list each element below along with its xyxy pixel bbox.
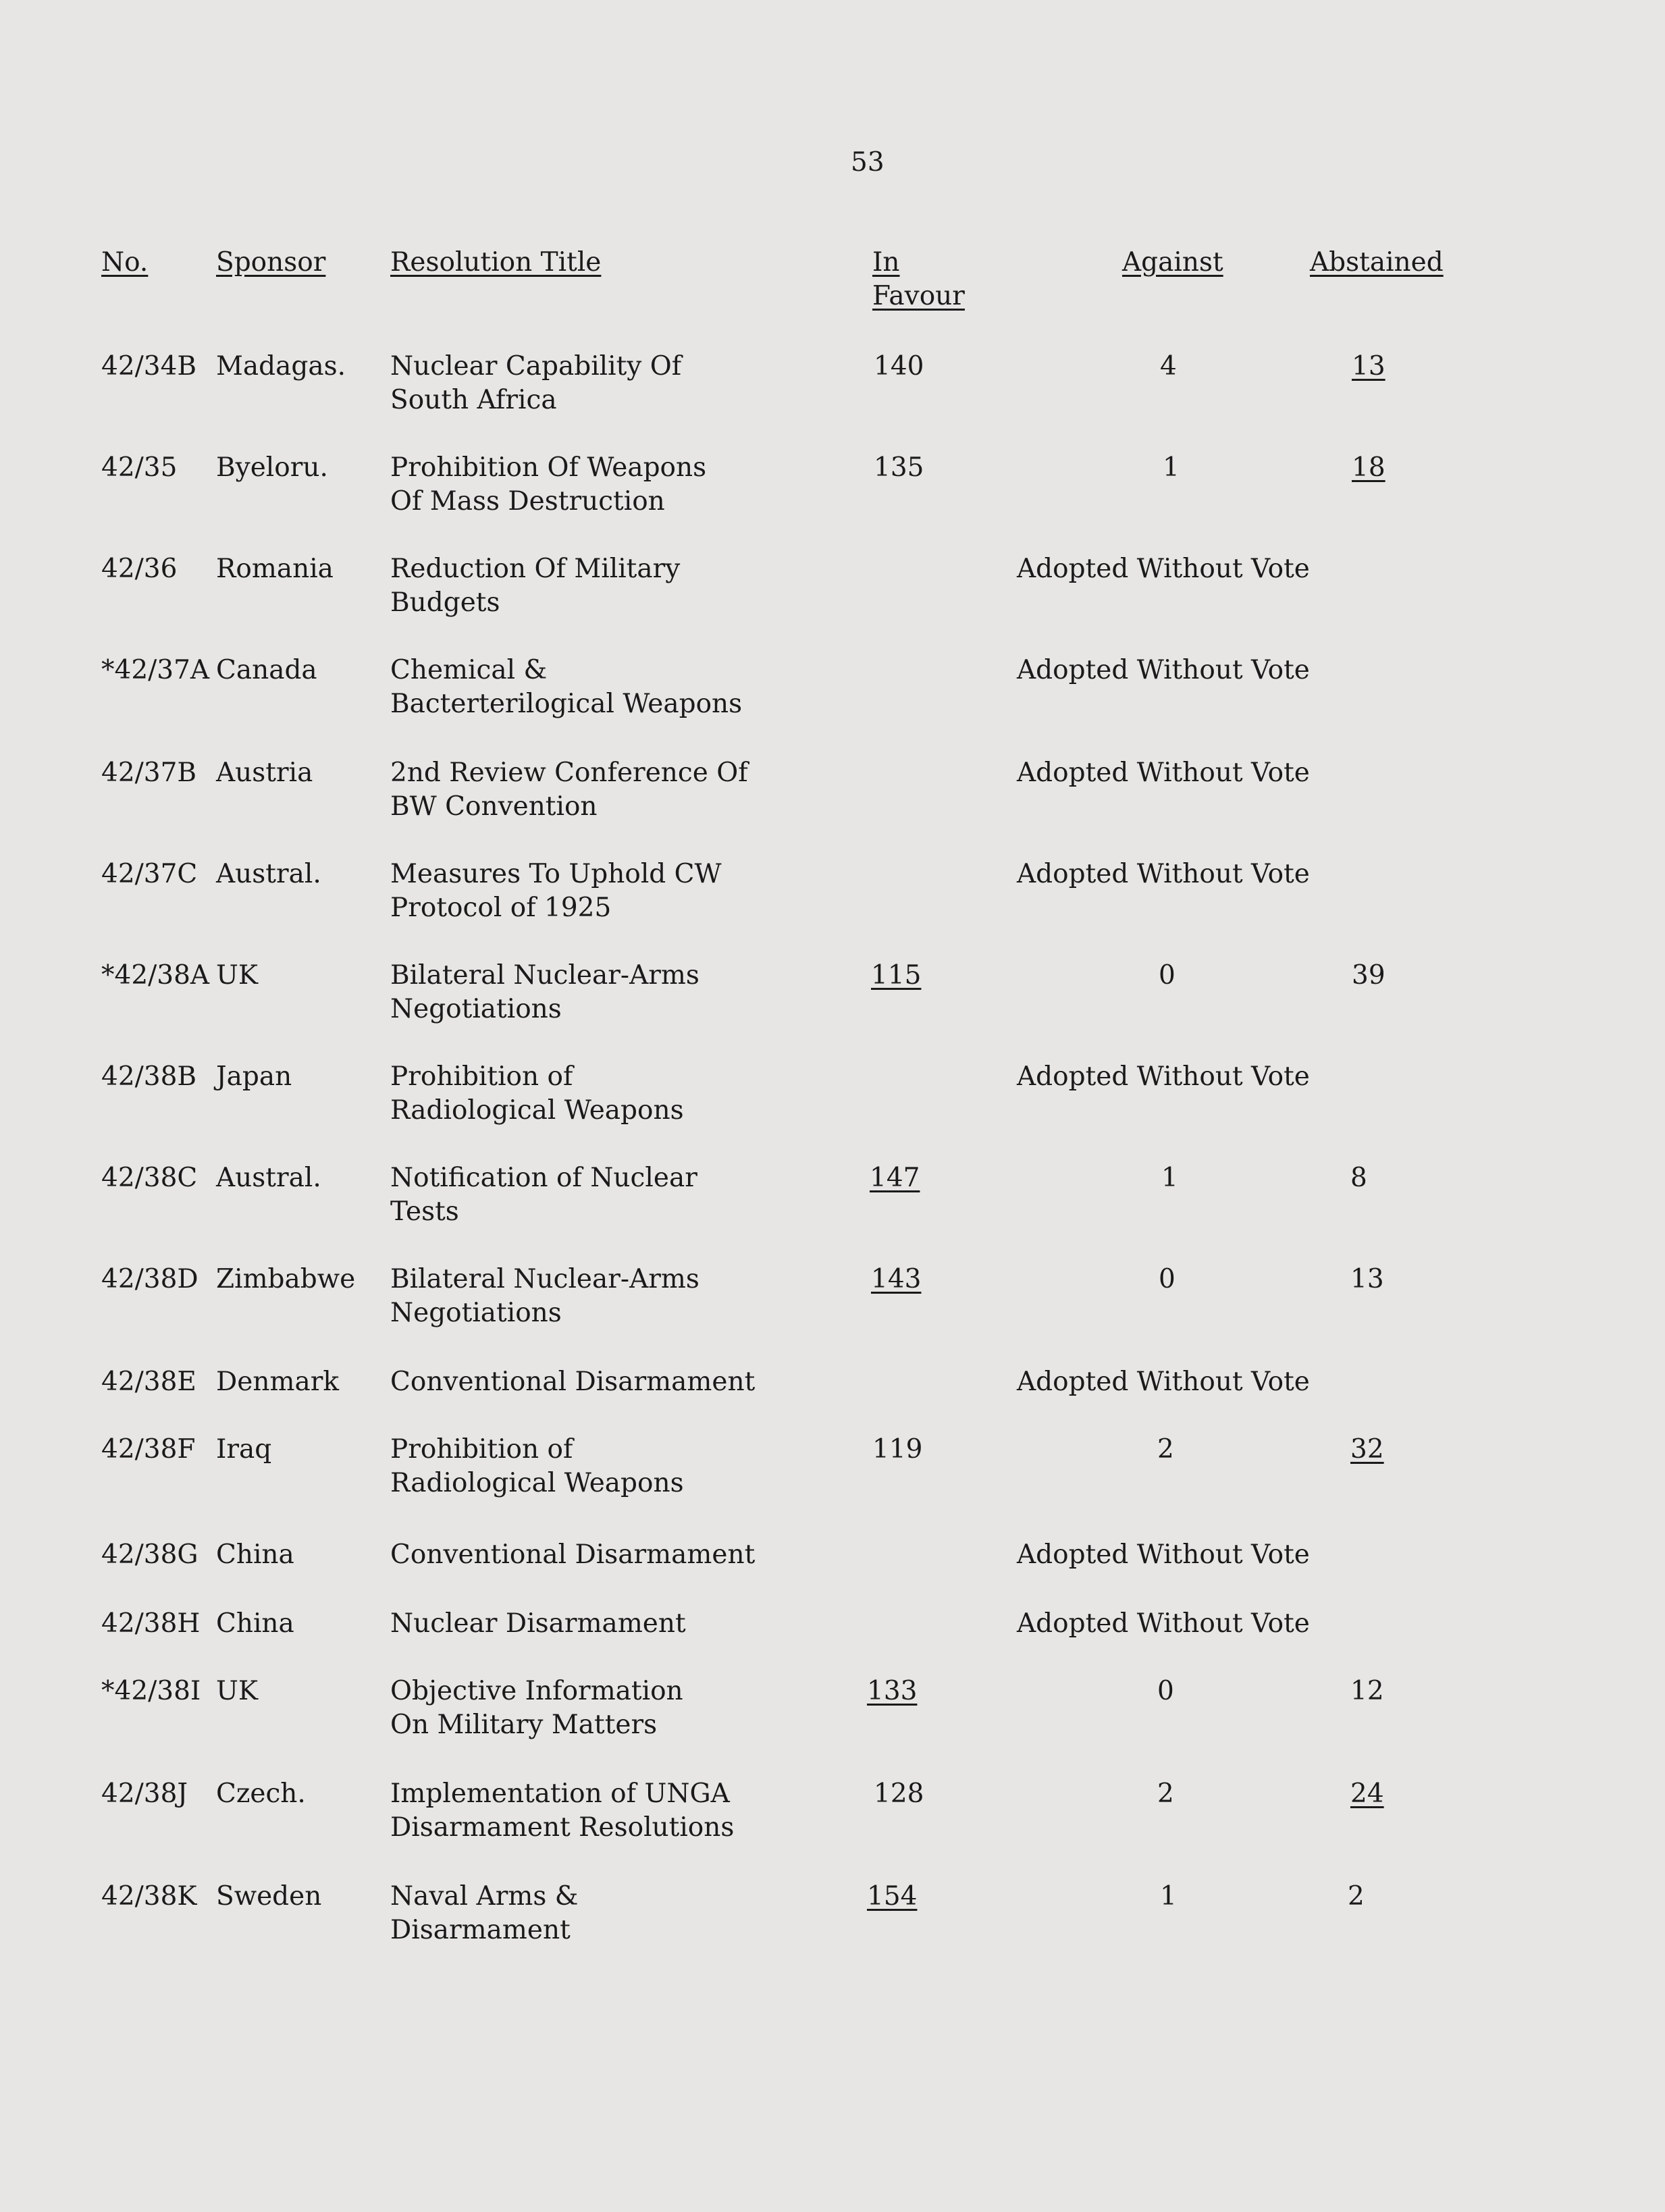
row-in-favour: 115 [871,960,922,991]
row-in-favour: 147 [870,1163,920,1193]
row-in-favour: 128 [874,1779,924,1809]
table-row [0,1433,1665,1507]
table-row [0,451,1665,525]
row-sponsor: UK [216,960,259,991]
row-title [390,756,768,824]
row-title [390,1675,768,1742]
header-against: Against [1122,247,1223,278]
row-sponsor: Austral. [216,1163,321,1193]
row-title-line2: Of Mass Destruction [390,486,665,517]
table-row [0,1538,1665,1612]
header-sponsor: Sponsor [216,247,326,278]
row-sponsor: Denmark [216,1367,339,1397]
row-abstained: 24 [1350,1779,1384,1809]
row-sponsor: Romania [216,554,334,584]
row-title-line1: Prohibition Of Weapons [390,452,707,483]
row-against: 0 [1159,960,1175,991]
table-row [0,552,1665,627]
row-abstained: 39 [1352,960,1385,991]
row-title [390,959,768,1026]
row-adopted-without-vote: Adopted Without Vote [1017,1608,1310,1639]
row-title [390,1365,768,1399]
row-adopted-without-vote: Adopted Without Vote [1017,758,1310,788]
row-number: *42/38A [101,960,210,991]
row-title-line1: Naval Arms & [390,1881,579,1912]
table-row [0,654,1665,728]
table-row [0,1675,1665,1749]
row-title [390,654,768,721]
table-row [0,1060,1665,1134]
row-in-favour: 133 [867,1676,918,1706]
row-title-line2: South Africa [390,385,557,415]
row-title-line1: Conventional Disarmament [390,1367,756,1397]
table-row [0,959,1665,1033]
row-title-line2: Tests [390,1196,459,1227]
row-sponsor: Madagas. [216,351,346,381]
table-row [0,1365,1665,1440]
row-title-line1: Prohibition of [390,1061,573,1092]
row-sponsor: Iraq [216,1434,272,1465]
row-against: 0 [1157,1676,1174,1706]
row-title-line2: Negotiations [390,1298,562,1328]
row-title-line2: Bacterterilogical Weapons [390,689,743,719]
row-title [390,350,768,417]
row-title-line2: On Military Matters [390,1710,658,1740]
table-row [0,1607,1665,1681]
row-title-line1: Conventional Disarmament [390,1539,756,1570]
header-no: No. [101,247,149,278]
row-in-favour: 140 [874,351,924,381]
row-against: 2 [1157,1779,1174,1809]
row-title-line1: Bilateral Nuclear-Arms [390,960,699,991]
row-title [390,1880,768,1947]
table-row [0,1880,1665,1954]
row-number: *42/37A [101,655,210,685]
row-sponsor: China [216,1608,294,1639]
row-title-line1: Measures To Uphold CW [390,859,722,889]
row-title [390,552,768,620]
row-title-line2: Disarmament Resolutions [390,1812,735,1843]
row-number: 42/34B [101,351,197,381]
row-number: 42/35 [101,452,178,483]
row-title [390,1607,768,1641]
row-number: 42/38K [101,1881,197,1912]
row-title [390,858,768,925]
table-row [0,350,1665,424]
row-number: 42/38G [101,1539,199,1570]
row-title-line1: Notification of Nuclear [390,1163,697,1193]
row-sponsor: Zimbabwe [216,1264,356,1294]
row-in-favour: 135 [874,452,924,483]
table-row [0,1777,1665,1851]
row-title [390,1777,768,1845]
row-number: 42/37B [101,758,197,788]
row-number: 42/38J [101,1779,188,1809]
row-against: 1 [1161,1163,1178,1193]
header-abstained: Abstained [1310,247,1444,278]
row-sponsor: Austria [216,758,313,788]
row-title [390,1433,768,1500]
row-title-line1: Prohibition of [390,1434,573,1465]
row-title-line2: Protocol of 1925 [390,893,612,923]
row-sponsor: Byeloru. [216,452,328,483]
row-number: 42/38B [101,1061,197,1092]
row-sponsor: Austral. [216,859,321,889]
row-in-favour: 119 [872,1434,923,1465]
table-row [0,756,1665,831]
header-favour-line2: Favour [872,281,965,311]
row-abstained: 2 [1348,1881,1365,1912]
row-title [390,1161,768,1229]
row-sponsor: UK [216,1676,259,1706]
row-sponsor: Sweden [216,1881,322,1912]
row-adopted-without-vote: Adopted Without Vote [1017,554,1310,584]
row-title-line1: Bilateral Nuclear-Arms [390,1264,699,1294]
row-title-line1: Nuclear Disarmament [390,1608,686,1639]
row-abstained: 8 [1350,1163,1367,1193]
table-header [0,246,1665,320]
row-adopted-without-vote: Adopted Without Vote [1017,859,1310,889]
row-abstained: 12 [1350,1676,1384,1706]
row-abstained: 18 [1352,452,1385,483]
row-adopted-without-vote: Adopted Without Vote [1017,1367,1310,1397]
row-abstained: 13 [1352,351,1385,381]
row-against: 0 [1159,1264,1175,1294]
row-title [390,451,768,519]
row-number: *42/38I [101,1676,201,1706]
row-title-line2: Budgets [390,587,500,618]
row-against: 1 [1163,452,1180,483]
row-number: 42/38E [101,1367,196,1397]
row-title-line1: Nuclear Capability Of [390,351,682,381]
table-row [0,1161,1665,1236]
row-number: 42/36 [101,554,178,584]
row-sponsor: Czech. [216,1779,306,1809]
row-against: 2 [1157,1434,1174,1465]
row-adopted-without-vote: Adopted Without Vote [1017,1061,1310,1092]
row-title-line2: Disarmament [390,1915,571,1945]
row-sponsor: China [216,1539,294,1570]
row-title [390,1263,768,1330]
row-title-line1: 2nd Review Conference Of [390,758,748,788]
row-title-line1: Implementation of UNGA [390,1779,730,1809]
row-abstained: 32 [1350,1434,1384,1465]
table-row [0,858,1665,932]
row-title-line2: BW Convention [390,791,598,822]
row-adopted-without-vote: Adopted Without Vote [1017,1539,1310,1570]
row-title-line1: Chemical & [390,655,548,685]
header-title: Resolution Title [390,247,602,278]
header-favour-line1: In [872,247,900,278]
row-against: 4 [1160,351,1177,381]
row-adopted-without-vote: Adopted Without Vote [1017,655,1310,685]
row-abstained: 13 [1350,1264,1384,1294]
row-title-line2: Negotiations [390,994,562,1024]
row-number: 42/38H [101,1608,201,1639]
row-title-line1: Reduction Of Military [390,554,681,584]
row-title-line2: Radiological Weapons [390,1468,684,1498]
row-in-favour: 143 [871,1264,922,1294]
row-title-line1: Objective Information [390,1676,683,1706]
row-sponsor: Japan [216,1061,292,1092]
row-number: 42/37C [101,859,198,889]
row-sponsor: Canada [216,655,317,685]
row-against: 1 [1160,1881,1177,1912]
row-in-favour: 154 [867,1881,918,1912]
table-row [0,1263,1665,1337]
row-title [390,1538,768,1572]
page-number: 53 [851,147,884,178]
row-title-line2: Radiological Weapons [390,1095,684,1126]
row-title [390,1060,768,1128]
row-number: 42/38C [101,1163,198,1193]
row-number: 42/38D [101,1264,199,1294]
row-number: 42/38F [101,1434,196,1465]
